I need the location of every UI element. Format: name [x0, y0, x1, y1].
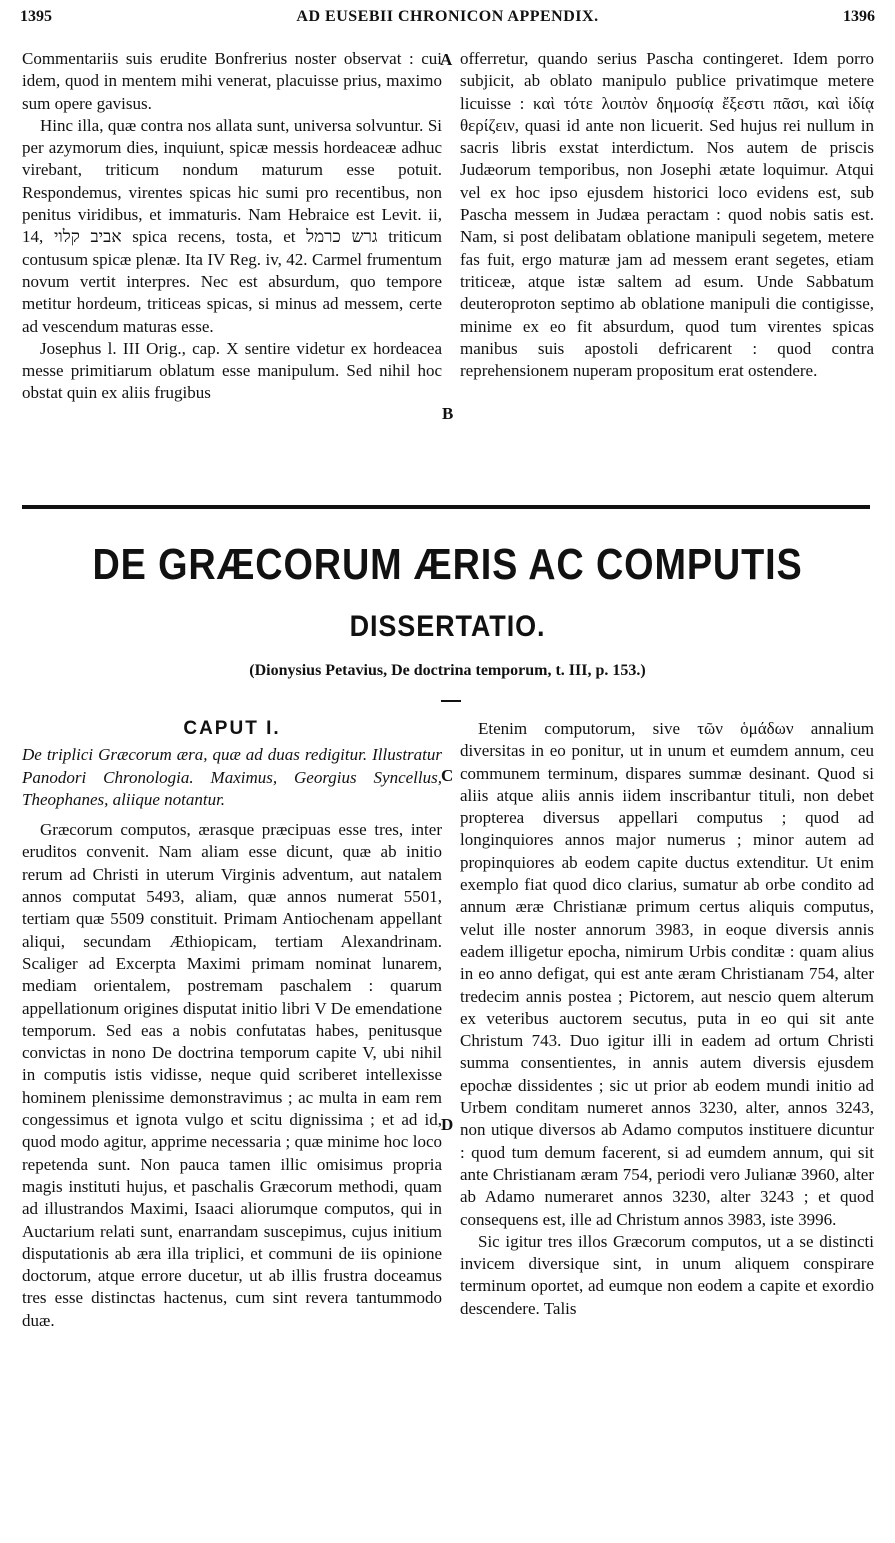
- paragraph: offerretur, quando serius Pascha contingeret. Idem porro subjicit, ab oblato manipulo publice privatimque metere licuisse : καὶ τότε λοιπὸν δημοσίᾳ ἔξεστι πᾶσι, καὶ ἰδίᾳ θερίζειν, quasi id ante non licuerit. Sed hujus rei nullum in sacris libris exstat interdictum. Nos autem de priscis Judæorum temporibus, non Josephi ætate loquimur. Atqui vel ex hoc ipso ejusdem historici loco evidens est, sub Pascha messem in Judæa peractam : quod nobis satis est. Nam, si post delibatam oblatione manipuli segetem, metere fas fuit, ergo maturæ jam ad messem erant segetes, etiam triticeæ, atque istæ saltem ad esum. Unde Sabbatum deuteroproton septimo ab oblatione manipuli die contigisse, minime ex eo fit absurdum, quod tum virentes spicas manibus suis apostoli defricarent : quod contra reprehensionem nuperam propositum erat ostendere.: [460, 49, 874, 381]
- margin-letter-b: B: [442, 404, 454, 423]
- section-divider: [22, 505, 870, 509]
- paragraph: Josephus l. III Orig., cap. X sentire videtur ex hordeacea messe primitiarum oblatum esse manipulum. Sed nihil hoc obstat quin ex aliis frugibus: [22, 338, 442, 403]
- page-number-right: 1396: [843, 8, 875, 25]
- source-citation: (Dionysius Petavius, De doctrina temporum, t. III, p. 153.): [249, 662, 646, 679]
- paragraph: Etenim computorum, sive τῶν ὁμάδων annalium diversitas in eo ponitur, ut in unum et eumdem annum, ceu communem terminum, dispares summæ desinant. Quod si aliis atque aliis annis iidem inscribantur tituli, non debet propterea diversus appellari computus ; quod ad longinquiores annos major numerus ; minor autem ad propinquiores ab eodem capite ductus extenditur. Ut enim exemplo fiat quod dico clarius, sumatur ab orbe condito ad annum æræ Christianæ primum certus aliquis computus, velut ille noster annorum 3983, in eoque diversis annis eadem illigetur epocha, nimirum Urbis conditæ : quam alius in eo anno defigat, qui est ante æram Christianam 754, alter tredecim annis postea ; Pictorem, aut nescio quem alterum ex veteribus auctorem secutus, puta in eo qui sit ante Christum 743. Duo igitur illi in eadem ad ortum Christi summa consentientes, in annis autem diversis ejusdem epochæ dissidentes ; sic ut prior ab eodem mundi initio ad Urbem conditam numeret annos 3230, alter, annos 3243, non utique diversos ab Adamo computos instituere dicuntur : quod tum demum facerent, si ad eumdem annum, qui sit ante Christianam æram 754, periodi vero Julianæ 3960, alter ab Adamo numeraret annos 3230, alter 3243 ; et quod consequens est, ille ad Christum annos 3983, iste 3996.: [460, 719, 874, 1229]
- chapter-summary: De triplici Græcorum æra, quæ ad duas redigitur. Illustratur Panodori Chronologia. Maximus, Georgius Syncellus, Theophanes, aliique notantur.: [22, 745, 442, 809]
- margin-letter-d: D: [441, 1115, 454, 1134]
- short-divider: [441, 700, 461, 702]
- paragraph: Commentariis suis erudite Bonfrerius noster observat : cui idem, quod in mentem mihi venerat, placuisse prius, maximo sum opere gavisus.: [22, 49, 442, 113]
- section-title: DE GRÆCORUM ÆRIS AC COMPUTIS: [92, 540, 803, 589]
- margin-letter-c: C: [441, 766, 454, 785]
- margin-letter-a: A: [440, 50, 453, 69]
- top-left-column: [22, 48, 442, 405]
- page-header: [20, 2, 875, 32]
- paragraph: Sic igitur tres illos Græcorum computos, ut a se distincti invicem diversique sint, in unum aliquem conspirare terminum oportet, ad eumque non eodem a capite et exordio descendere. Talis: [460, 1231, 874, 1318]
- chapter-heading: CAPUT I.: [183, 718, 281, 739]
- running-title: AD EUSEBII CHRONICON APPENDIX.: [296, 8, 599, 25]
- paragraph: Græcorum computos, ærasque præcipuas esse tres, inter eruditos convenit. Nam aliam esse dicunt, quæ ab initio rerum ad Christi in uterum Virginis adventum, aut natalem annos computat 5493, aliam, quæ annos numerat 5501, tertiam quæ 5509 constituit. Primam Antiochenam appellant aliqui, secundam Æthiopicam, tertiam Alexandrinam. Scaliger ad Excerpta Maximi primam nominat lunarem, mediam orientalem, postremam paschalem : quarum appellationum origines disputat initio libri V De emendatione temporum. Sed eas a nobis confutatas habes, penitusque convictas in nono De doctrina temporum capite V, ubi nihil in computis istis vidisse, neque quid scriberet intellexisse hominem plenissime demonstravimus ; ac multa in eam rem congessimus et ignota vulgo et scitu dignissima ; et ad id, quod modo agitur, apprime necessaria ; quæ minime hoc loco repetenda sunt. Non pauca tamen illic omisimus propria magis instituti hujus, et paschalis Græcorum methodi, quam ad illustrandos Maximi, Isaaci aliorumque computos, qui in Auctarium relati sunt, enarrandam suscepimus, cujus initium disputationis ab æra illa triplici, et communi de iis opinione doctorum, atque errore ducetur, ut ab illis frustra doceamus tres esse distinctas hactenus, cum sint revera tantummodo duæ.: [22, 820, 442, 1330]
- bottom-right-column: [460, 718, 874, 1320]
- page-number-left: 1395: [20, 8, 52, 25]
- top-right-column: [460, 48, 874, 382]
- paragraph: Hinc illa, quæ contra nos allata sunt, universa solvuntur. Si per azymorum dies, inquiunt, spicæ messis hordeaceæ adhuc virebant, triticum nondum maturum esse potuit. Respondemus, virentes spicas hic sumi pro recentibus, non penitus viridibus, et immaturis. Nam Hebraice est Levit. ii, 14, אביב קלוי spica recens, tosta, et גרש כרמל triticum contusum spicæ plenæ. Ita IV Reg. iv, 42. Carmel frumentum novum vertit interpres. Nec est absurdum, quo tempore metitur hordeum, triticeas spicas, si minus ad messem, certe ad vescendum maturas esse.: [22, 115, 443, 336]
- section-subtitle: DISSERTATIO.: [349, 610, 546, 643]
- bottom-left-column: [22, 718, 442, 1332]
